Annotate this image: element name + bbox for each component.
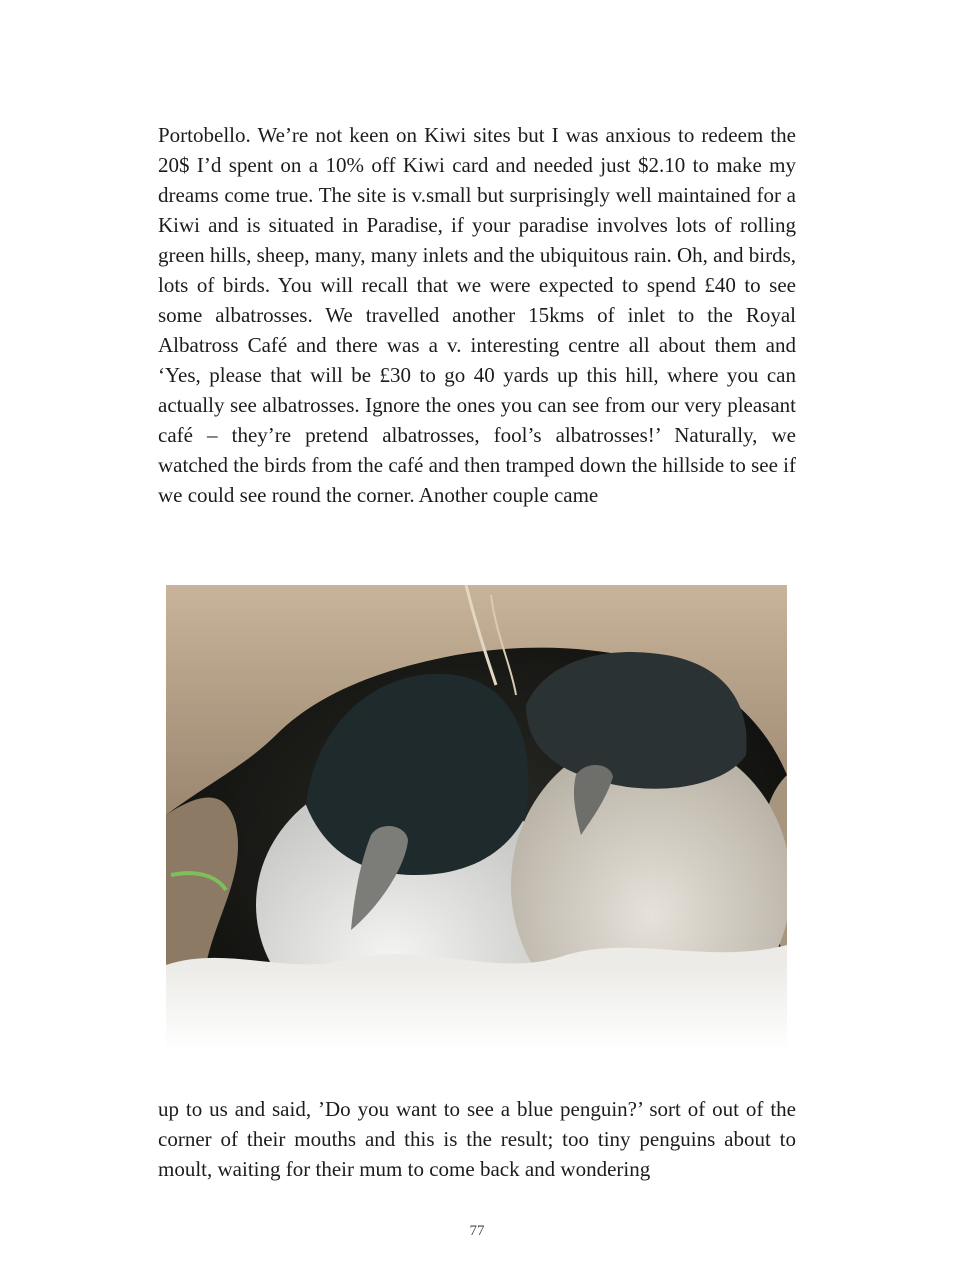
photo-bottom-fade — [166, 965, 787, 1051]
penguin-photo — [166, 585, 787, 1051]
body-paragraph-top: Portobello. We’re not keen on Kiwi sites but I was anxious to redeem the 20$ I’d spent on a 10% off Kiwi card and needed just $2.10 to make my dreams come true. The site is v.small but surprisingly well maintained for a Kiwi and is situated in Paradise, if your paradise involves lots of rolling green hills, sheep, many, many inlets and the ubiquitous rain. Oh, and birds, lots of birds. You will recall that we were expected to spend £40 to see some albatrosses. We travelled another 15kms of inlet to the Royal Albatross Café and there was a v. interesting centre all about them and ‘Yes, please that will be £30 to go 40 yards up this hill, where you can actually see albatrosses. Ignore the ones you can see from our very pleasant café – they’re pretend albatrosses, fool’s albatrosses!’ Naturally, we watched the birds from the café and then tramped down the hillside to see if we could see round the corner. Another couple came — [158, 123, 796, 507]
body-paragraph-bottom: up to us and said, ’Do you want to see a blue penguin?’ sort of out of the corner of their mouths and this is the result; too tiny penguins about to moult, waiting for their mum to come back and wondering — [158, 1097, 796, 1181]
page-number: 77 — [469, 1223, 485, 1239]
